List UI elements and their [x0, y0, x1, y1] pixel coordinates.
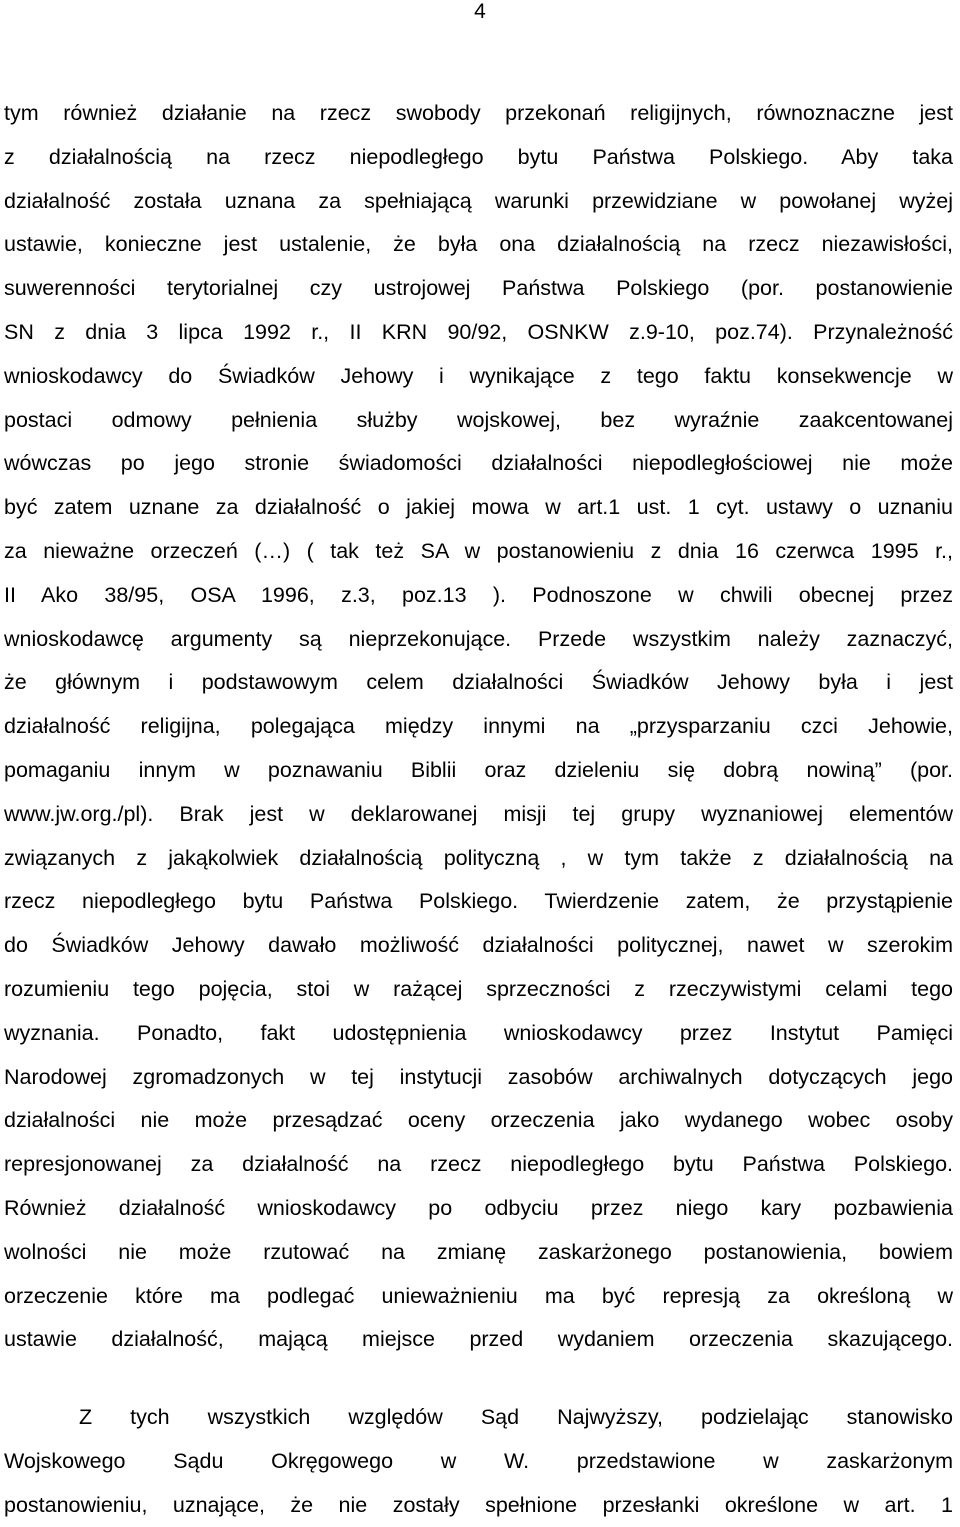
- text-line: ustawie, konieczne jest ustalenie, że była ona działalnością na rzecz niezawisłości,: [4, 232, 953, 257]
- text-line: związanych z jakąkolwiek działalnością polityczną , w tym także z działalnością na: [4, 845, 953, 870]
- text-line: być zatem uznane za działalność o jakiej mowa w art.1 ust. 1 cyt. ustawy o uznaniu: [4, 495, 953, 520]
- text-line: Wojskowego Sądu Okręgowego w W. przedstawione w zaskarżonym: [4, 1448, 953, 1473]
- text-line: Również działalność wnioskodawcy po odbyciu przez niego kary pozbawienia: [4, 1195, 953, 1220]
- text-line: wówczas po jego stronie świadomości działalności niepodległościowej nie może: [4, 451, 953, 476]
- paragraph-1: [4, 92, 953, 1362]
- text-line: represjonowanej za działalność na rzecz niepodległego bytu Państwa Polskiego.: [4, 1152, 953, 1177]
- text-line: postanowieniu, uznające, że nie zostały spełnione przesłanki określone w art. 1: [4, 1492, 953, 1517]
- text-line: wnioskodawcę argumenty są nieprzekonujące. Przede wszystkim należy zaznaczyć,: [4, 626, 953, 651]
- text-line: suwerenności terytorialnej czy ustrojowej Państwa Polskiego (por. postanowienie: [4, 276, 953, 301]
- text-line: wyznania. Ponadto, fakt udostępnienia wnioskodawcy przez Instytut Pamięci: [4, 1020, 953, 1045]
- text-line: wolności nie może rzutować na zmianę zaskarżonego postanowienia, bowiem: [4, 1239, 953, 1264]
- text-line: orzeczenie które ma podlegać unieważnieniu ma być represją za określoną w: [4, 1283, 953, 1308]
- text-line: że głównym i podstawowym celem działalności Świadków Jehowy była i jest: [4, 670, 953, 695]
- text-line: działalności nie może przesądzać oceny orzeczenia jako wydanego wobec osoby: [4, 1108, 953, 1133]
- text-line: za nieważne orzeczeń (…) ( tak też SA w postanowieniu z dnia 16 czerwca 1995 r.,: [4, 538, 953, 563]
- text-line: pomaganiu innym w poznawaniu Biblii oraz dzieleniu się dobrą nowiną” (por.: [4, 757, 953, 782]
- page-number: 4: [474, 0, 486, 23]
- text-line: Z tych wszystkich względów Sąd Najwyższy, podzielając stanowisko: [79, 1405, 953, 1429]
- text-line: Narodowej zgromadzonych w tej instytucji zasobów archiwalnych dotyczących jego: [4, 1064, 953, 1089]
- text-line: z działalnością na rzecz niepodległego bytu Państwa Polskiego. Aby taka: [4, 144, 953, 169]
- text-line: ustawie działalność, mającą miejsce przed wydaniem orzeczenia skazującego.: [4, 1327, 953, 1352]
- text-line: www.jw.org./pl). Brak jest w deklarowanej misji tej grupy wyznaniowej elementów: [4, 801, 953, 826]
- text-line: rozumieniu tego pojęcia, stoi w rażącej sprzeczności z rzeczywistymi celami tego: [4, 976, 953, 1001]
- text-line: do Świadków Jehowy dawało możliwość działalności politycznej, nawet w szerokim: [4, 933, 953, 958]
- text-line: wnioskodawcy do Świadków Jehowy i wynikające z tego faktu konsekwencje w: [4, 363, 953, 388]
- text-line: SN z dnia 3 lipca 1992 r., II KRN 90/92, OSNKW z.9-10, poz.74). Przynależność: [4, 319, 953, 344]
- text-line: postaci odmowy pełnienia służby wojskowej, bez wyraźnie zaakcentowanej: [4, 407, 953, 432]
- text-line: rzecz niepodległego bytu Państwa Polskiego. Twierdzenie zatem, że przystąpienie: [4, 889, 953, 914]
- text-line: działalność religijna, polegająca między innymi na „przysparzaniu czci Jehowie,: [4, 714, 953, 739]
- text-line: II Ako 38/95, OSA 1996, z.3, poz.13 ). Podnoszone w chwili obecnej przez: [4, 582, 953, 607]
- paragraph-2: [4, 1396, 953, 1527]
- text-line: działalność została uznana za spełniającą warunki przewidziane w powołanej wyżej: [4, 188, 953, 213]
- text-line: tym również działanie na rzecz swobody przekonań religijnych, równoznaczne jest: [4, 101, 953, 125]
